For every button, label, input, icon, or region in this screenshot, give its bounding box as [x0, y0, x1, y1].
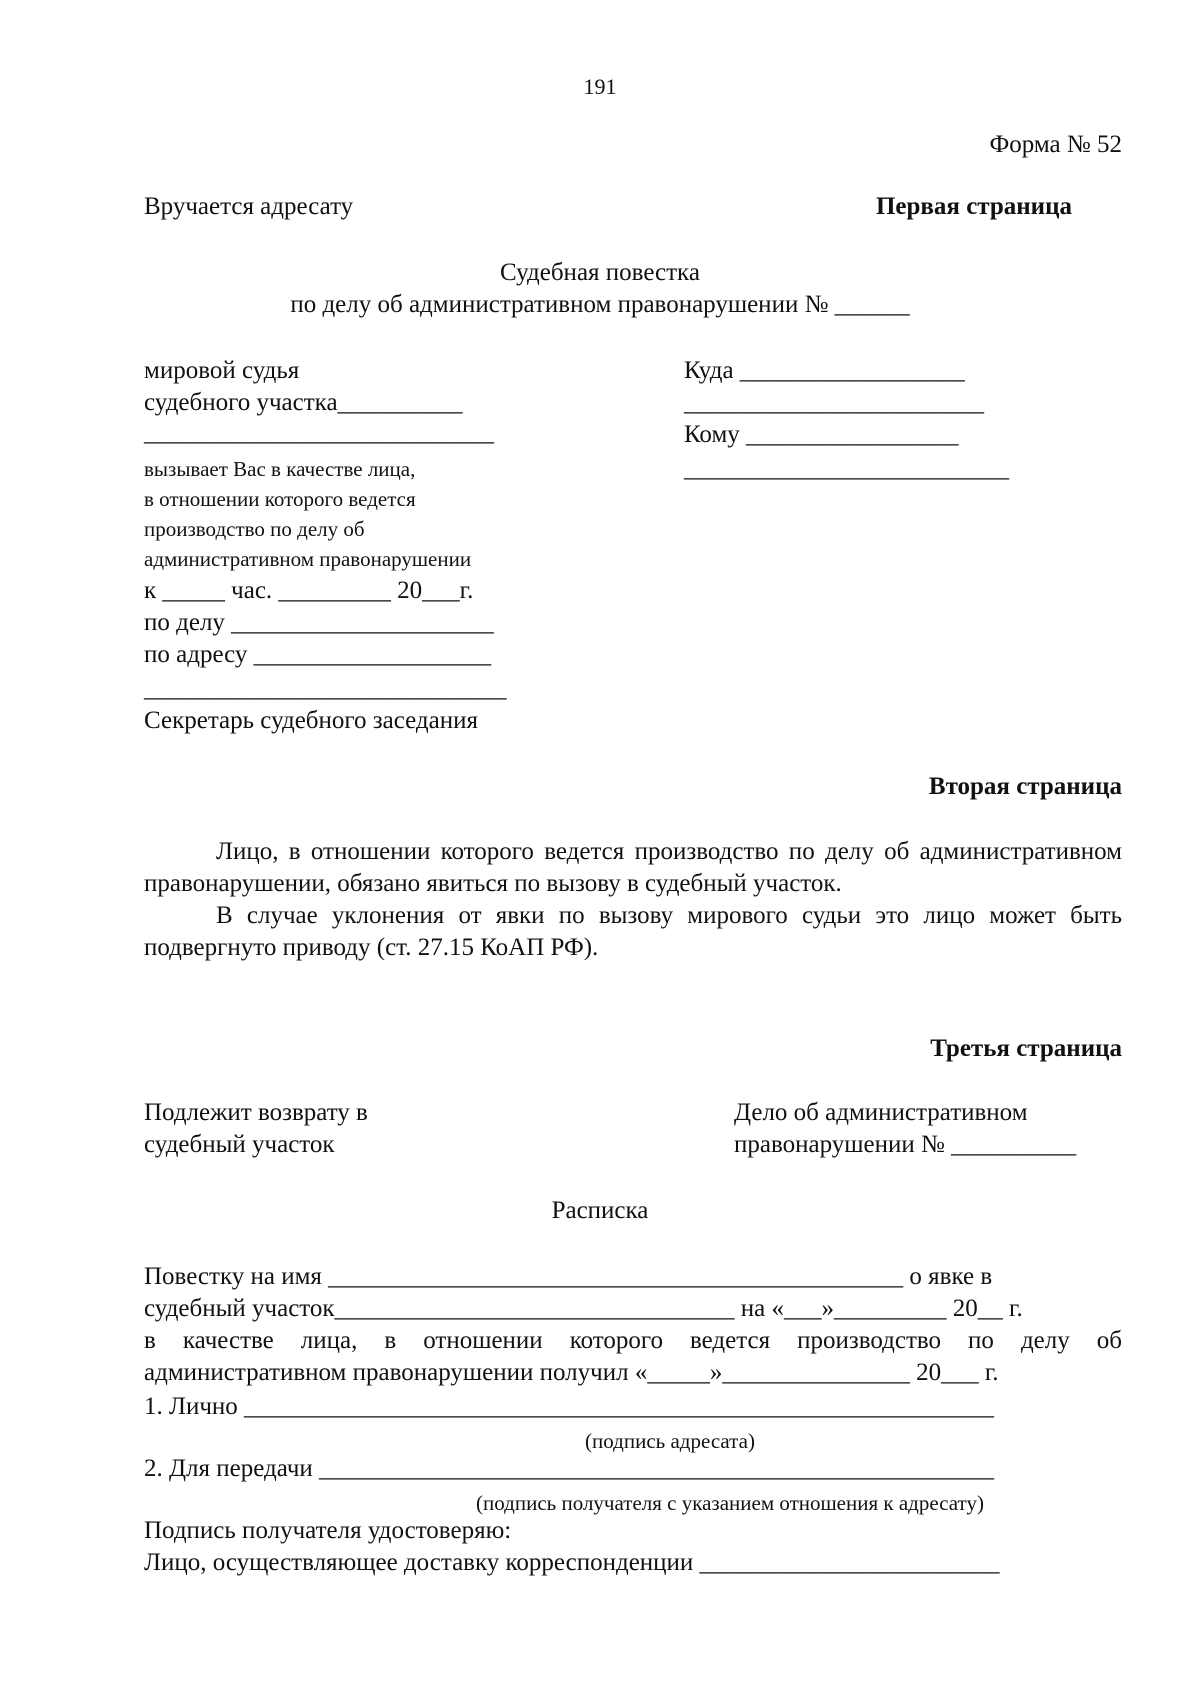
for-transfer-line: 2. Для передачи ______________________________________________________ [144, 1455, 995, 1482]
return-label-2: судебный участок [144, 1131, 335, 1158]
where-field: Куда __________________ [684, 357, 965, 384]
receipt-title: Расписка [551, 1197, 649, 1224]
form-number: Форма № 52 [989, 131, 1122, 158]
address-field: по адресу ___________________ [144, 641, 492, 668]
receipt-line-1: Повестку на имя ______________________________________________ о явке в [144, 1263, 993, 1290]
calls-text-3: производство по делу об [144, 517, 365, 541]
first-page-heading: Первая страница [875, 193, 1072, 220]
personally-line: 1. Лично ____________________________________________________________ [144, 1393, 995, 1420]
to-whom-line: __________________________ [684, 455, 1009, 482]
receipt-line-2: судебный участок________________________________ на «___»_________ 20__ г. [144, 1295, 1023, 1322]
return-label-1: Подлежит возврату в [144, 1099, 368, 1126]
district-label: судебного участка__________ [144, 389, 463, 416]
delivered-to: Вручается адресату [144, 193, 354, 220]
calls-text-2: в отношении которого ведется [144, 487, 416, 511]
receipt-line-4: административном правонарушении получил «_____»_______________ 20___ г. [144, 1359, 999, 1386]
blank-line: ____________________________ [144, 419, 494, 446]
calls-text-1: вызывает Вас в качестве лица, [144, 457, 416, 481]
certify-label: Подпись получателя удостоверяю: [144, 1517, 512, 1544]
where-line: ________________________ [684, 389, 984, 416]
obligation-paragraph: Лицо, в отношении которого ведется производство по делу об административном правонарушении, обязано явиться по вызову в судебный участок. [144, 838, 1122, 897]
summons-title: Судебная повестка [500, 259, 700, 286]
calls-text-4: административном правонарушении [144, 547, 472, 571]
penalty-paragraph: В случае уклонения от явки по вызову мирового судьи это лицо может быть подвергнуто приводу (ст. 27.15 КоАП РФ). [144, 902, 1122, 961]
judge-label: мировой судья [144, 357, 300, 384]
deliverer-line: Лицо, осуществляющее доставку корреспонденции ________________________ [144, 1549, 1000, 1576]
case-label-2: правонарушении № __________ [734, 1131, 1077, 1158]
second-page-text [144, 836, 1122, 964]
recipient-signature-caption: (подпись получателя с указанием отношения к адресату) [476, 1491, 984, 1515]
case-field: по делу _____________________ [144, 609, 494, 636]
signature-line: _____________________________ [144, 675, 507, 702]
to-whom-field: Кому _________________ [684, 421, 959, 448]
summons-subtitle: по делу об административном правонарушении № ______ [290, 291, 910, 318]
appearance-time: к _____ час. _________ 20___г. [144, 577, 474, 604]
second-page-heading: Вторая страница [928, 773, 1122, 800]
third-page-heading: Третья страница [930, 1035, 1122, 1062]
case-label-1: Дело об административном [734, 1099, 1028, 1126]
receipt-line-3: в качестве лица, в отношении которого ведется производство по делу об [144, 1327, 1122, 1354]
secretary-label: Секретарь судебного заседания [144, 707, 478, 734]
addressee-signature-caption: (подпись адресата) [585, 1429, 755, 1453]
page-number: 191 [583, 74, 617, 99]
